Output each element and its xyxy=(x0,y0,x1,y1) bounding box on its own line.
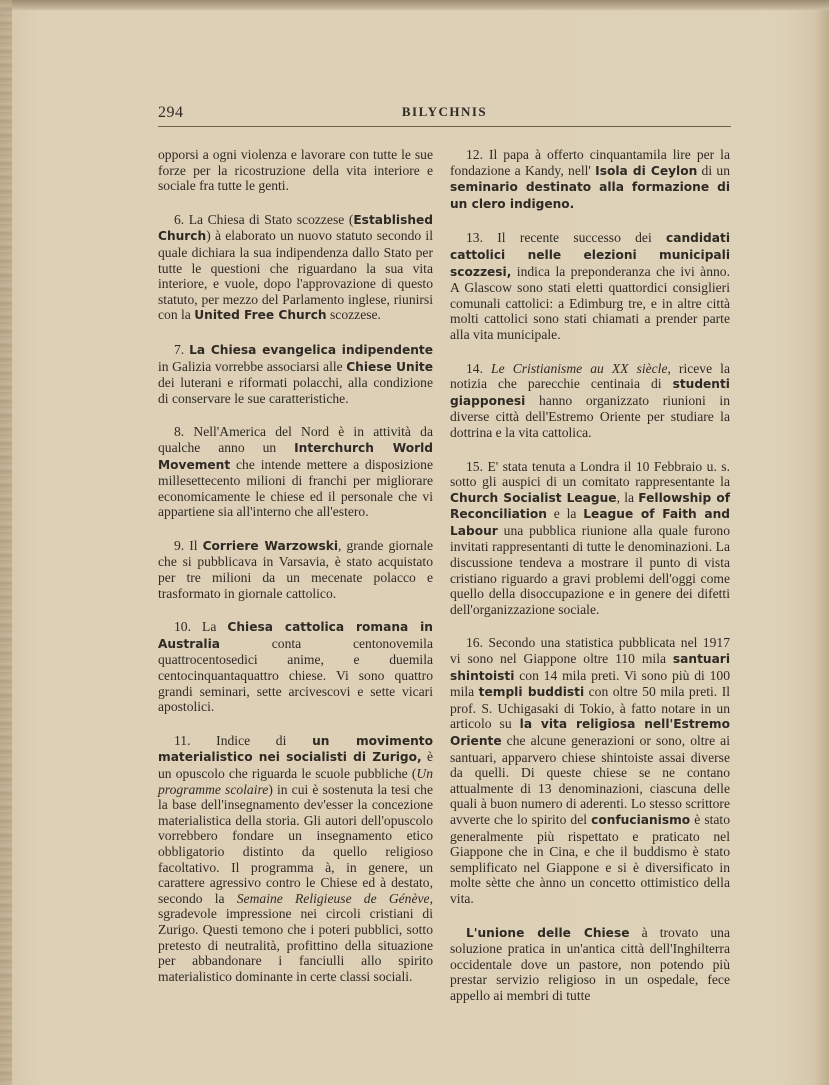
paragraph xyxy=(158,424,433,520)
paragraph xyxy=(450,230,730,342)
bold-term: Isola di Ceylon xyxy=(595,163,698,178)
text-run: , sgradevole impressione nei circoli cristiani di Zurigo. Questi temono che i poteri pubblici, sotto pretesto di neutralità, profittino della situazione per abbandonare i fanciulli allo spirito materialistico dominante in certe classi sociali. xyxy=(158,890,433,984)
text-run: scozzese. xyxy=(326,307,381,323)
left-column xyxy=(158,147,433,1002)
text-run: à trovato una soluzione pratica in un'antica città dell'Inghilterra occidentale dove un pastore, non potendo più prestar servizio religioso in un ospedale, fece appello ai membri di tutte xyxy=(450,924,730,1003)
text-run: 16. Secondo una statistica pubblicata nel 1917 vi sono nel Giappone oltre 110 mila xyxy=(450,635,730,667)
text-run: con 14 mila preti. Vi sono più di 100 mila xyxy=(450,667,730,700)
text-run: 13. Il recente successo dei xyxy=(466,230,667,246)
book-binding-edge xyxy=(0,0,12,1085)
text-run: opporsi a ogni violenza e lavorare con tutte le sue forze per la ricostruzione della vita interiore e sociale fra tutte le genti. xyxy=(158,147,433,194)
bold-term: Interchurch World Movement xyxy=(158,440,434,472)
bold-term: Church Socialist League xyxy=(450,490,617,505)
text-run: è stato generalmente più rispettato e praticato nel Giappone che in Cina, e che il buddismo è stato semplificato nel Giappone e si è diversificato in molte sètte che ànno un concetto ottimistico della vita. xyxy=(450,811,730,906)
bold-term: templi buddisti xyxy=(478,685,585,700)
bold-term: seminario destinato alla formazione di un clero indigeno. xyxy=(450,180,730,211)
italic-title: Semaine Religieuse de Génève xyxy=(236,890,430,906)
text-run: 8. Nell'America del Nord è in attività da qualche anno un xyxy=(158,424,433,455)
paragraph xyxy=(158,342,433,406)
paragraph xyxy=(158,212,433,324)
text-run: indica la preponderanza che ivi ànno. A Glascow sono stati eletti quattordici consiglieri comunali cattolici: a Edimburg tre, e in altre città molti cattolici sono stati chiamati a prender parte alla vita municipale. xyxy=(450,263,730,342)
bold-term: confucianismo xyxy=(591,812,691,827)
header-rule xyxy=(158,126,731,127)
text-run: 10. La xyxy=(174,619,228,635)
text-run: ) in cui è sostenuta la tesi che la base dell'insegnamento dev'esser la concezione materialistica della storia. Gli autori dell'opuscolo vorrebbero fondare un insegnamento etico obbligatorio distinto da quello religioso facoltativo. Il programma à, in genere, un carattere agressivo contro le Chiese ed à destato, secondo la xyxy=(158,781,433,906)
text-run: , riceve la notizia che parecchie centinaia di xyxy=(450,360,730,392)
text-run: , grande giornale che si pubblicava in Varsavia, è stato acquistato per tre milioni da un mecenate polacco e trasformato in giornale cattolico. xyxy=(158,537,434,601)
text-run: 12. Il papa à offerto cinquantamila lire per la fondazione a Kandy, nell' xyxy=(450,147,730,178)
text-run: che alcune generazioni or sono, oltre ai santuari, apparvero chiese shintoiste assai diverse da quelli. Di queste chiese se ne contano attualmente di 13 denominazioni, ciascuna delle quali à buon numero di aderenti. Lo stesso scrittore avverte che lo spirito del xyxy=(450,733,730,827)
bold-term: Fellowship of Reconciliation xyxy=(450,490,730,522)
paragraph xyxy=(158,147,433,194)
bold-term: United Free Church xyxy=(194,308,327,323)
bold-term: la vita religiosa nell'Estremo Oriente xyxy=(450,717,730,748)
bold-term: League of Faith and Labour xyxy=(450,507,731,538)
page-top-edge xyxy=(0,0,829,10)
text-run: 11. Indice di xyxy=(174,732,313,748)
text-run: hanno organizzato riunioni in diverse città dell'Estremo Oriente per studiare la dottrina e la vita cattolica. xyxy=(450,392,730,440)
paragraph xyxy=(158,733,433,985)
bold-term: Established Church xyxy=(158,212,433,244)
italic-title: Un programme scolaire xyxy=(158,766,433,797)
text-run: 14. xyxy=(466,360,492,376)
bold-term: studenti giapponesi xyxy=(450,377,730,408)
text-run: è un opuscolo che riguarda le scuole pubbliche ( xyxy=(158,749,433,781)
paragraph xyxy=(450,459,730,618)
bold-term: Corriere Warzowski xyxy=(202,538,339,553)
text-run: dei luterani e riformati polacchi, alla condizione di conservare le sue caratteristiche. xyxy=(158,375,433,406)
paragraph xyxy=(450,635,730,906)
page-number: 294 xyxy=(158,104,184,121)
paragraph xyxy=(450,925,730,1004)
bold-term: Chiese Unite xyxy=(346,359,433,374)
paragraph xyxy=(450,147,730,212)
text-run: , la xyxy=(616,489,639,505)
text-run: 15. E' stata tenuta a Londra il 10 Febbraio u. s. sotto gli auspici di un comitato rappresentante la xyxy=(450,458,730,490)
text-run: conta centonovemila quattrocentosedici anime, e duemila centocinquantaquattro chiese. Vi sono quattro grandi seminari, sette arcivescovi e sette vicari apostolici. xyxy=(158,635,433,715)
bold-term: un movimento materialistico nei socialisti di Zurigo, xyxy=(158,733,433,765)
italic-title: Le Cristianisme au XX siècle xyxy=(491,360,668,376)
right-column xyxy=(450,147,730,1022)
page-header xyxy=(158,100,731,124)
paragraph xyxy=(158,538,433,601)
bold-term: L'unione delle Chiese xyxy=(466,925,630,940)
text-run: 7. xyxy=(174,341,190,357)
text-run: una pubblica riunione alla quale furono invitati rappresentanti di tutte le denominazioni. La discussione tendeva a mostrare il punto di vista cristiano riguardo a gravi problemi dell'oggi come quello della disoccupazione e in genere dei difetti dell'organizzazione sociale. xyxy=(450,522,730,617)
text-run: 9. Il xyxy=(174,537,203,553)
text-run: che intende mettere a disposizione millesettecento milioni di franchi per migliorare economicamente le chiese ed il personale che vi appartiene sia all'interno che all'estero. xyxy=(158,456,433,520)
running-title: BILYCHNIS xyxy=(401,104,488,119)
text-run: di un xyxy=(697,162,730,178)
bold-term: candidati cattolici nelle elezioni municipali scozzesi, xyxy=(450,231,730,279)
bold-term: Chiesa cattolica romana in Australia xyxy=(158,620,433,651)
text-run: in Galizia vorrebbe associarsi alle xyxy=(158,358,347,374)
text-run: e la xyxy=(546,506,584,522)
text-run: con oltre 50 mila preti. Il prof. S. Uchigasaki di Tokio, à fatto notare in un articolo su xyxy=(450,684,731,732)
text-run: 6. La Chiesa di Stato scozzese ( xyxy=(174,211,354,227)
bold-term: La Chiesa evangelica indipendente xyxy=(189,342,433,357)
paragraph xyxy=(158,619,433,715)
bold-term: santuari shintoisti xyxy=(450,652,730,683)
paragraph xyxy=(450,361,730,441)
text-run: ) à elaborato un nuovo statuto secondo il quale dichiara la sua indipendenza dallo Stato per tutte le questioni che riguardano la sua vita interiore, e vuole, dopo l'approvazione di questo statuto, per mezzo del Parlamento inglese, riunirsi con la xyxy=(158,228,433,323)
